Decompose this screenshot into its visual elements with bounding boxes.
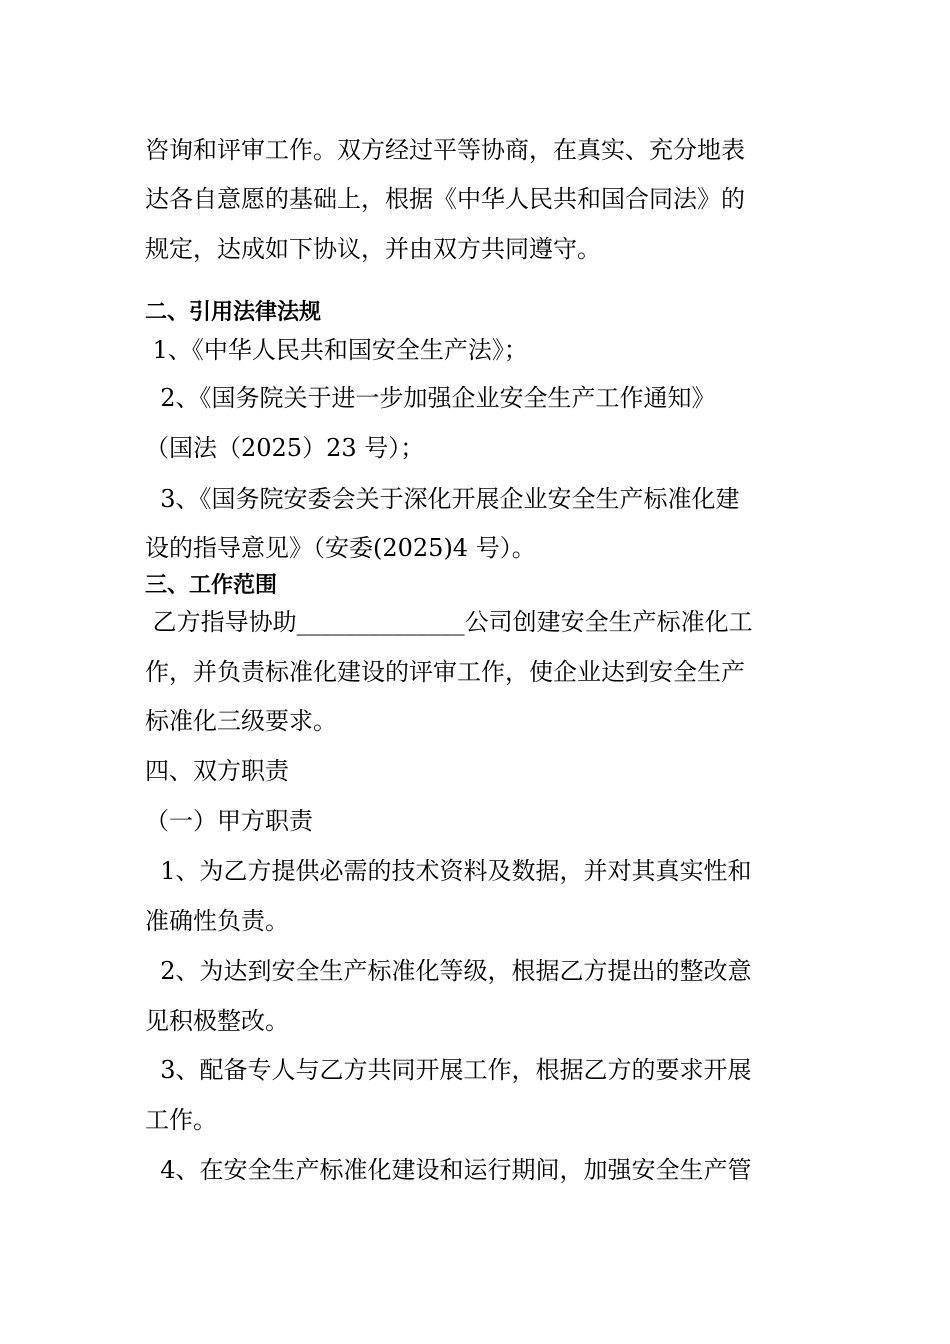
body-text-line: 3、《国务院安委会关于深化开展企业安全生产标准化建 xyxy=(145,485,740,513)
body-text-line: 2、《国务院关于进一步加强企业安全生产工作通知》 xyxy=(145,384,716,412)
section-heading: 三、工作范围 xyxy=(145,573,278,598)
body-text-line: 见积极整改。 xyxy=(145,1007,289,1035)
body-text-line: 达各自意愿的基础上，根据《中华人民共和国合同法》的 xyxy=(145,185,745,213)
body-text-line: 2、为达到安全生产标准化等级，根据乙方提出的整改意 xyxy=(145,957,752,985)
section-heading: 四、双方职责 xyxy=(145,757,289,785)
body-text-line: 乙方指导协助______________公司创建安全生产标准化工 xyxy=(145,608,753,636)
body-text-line: 作，并负责标准化建设的评审工作，使企业达到安全生产 xyxy=(145,658,745,686)
body-text-line: 设的指导意见》（安委(2025)4 号）。 xyxy=(145,534,536,562)
body-text-line: 4、在安全生产标准化建设和运行期间，加强安全生产管 xyxy=(145,1156,752,1184)
body-text-line: 标准化三级要求。 xyxy=(145,707,337,735)
body-text-line: 1、为乙方提供必需的技术资料及数据，并对其真实性和 xyxy=(145,857,752,885)
section-heading: 二、引用法律法规 xyxy=(145,300,322,325)
body-text-line: 咨询和评审工作。双方经过平等协商，在真实、充分地表 xyxy=(145,136,745,164)
subsection-heading: （一）甲方职责 xyxy=(145,807,313,835)
body-text-line: （国法（2025）23 号）； xyxy=(145,434,425,462)
body-text-line: 工作。 xyxy=(145,1106,217,1134)
body-text-line: 准确性负责。 xyxy=(145,907,289,935)
body-text-line: 规定，达成如下协议，并由双方共同遵守。 xyxy=(145,235,601,263)
body-text-line: 1、《中华人民共和国安全生产法》； xyxy=(145,336,528,364)
body-text-line: 3、配备专人与乙方共同开展工作，根据乙方的要求开展 xyxy=(145,1056,752,1084)
